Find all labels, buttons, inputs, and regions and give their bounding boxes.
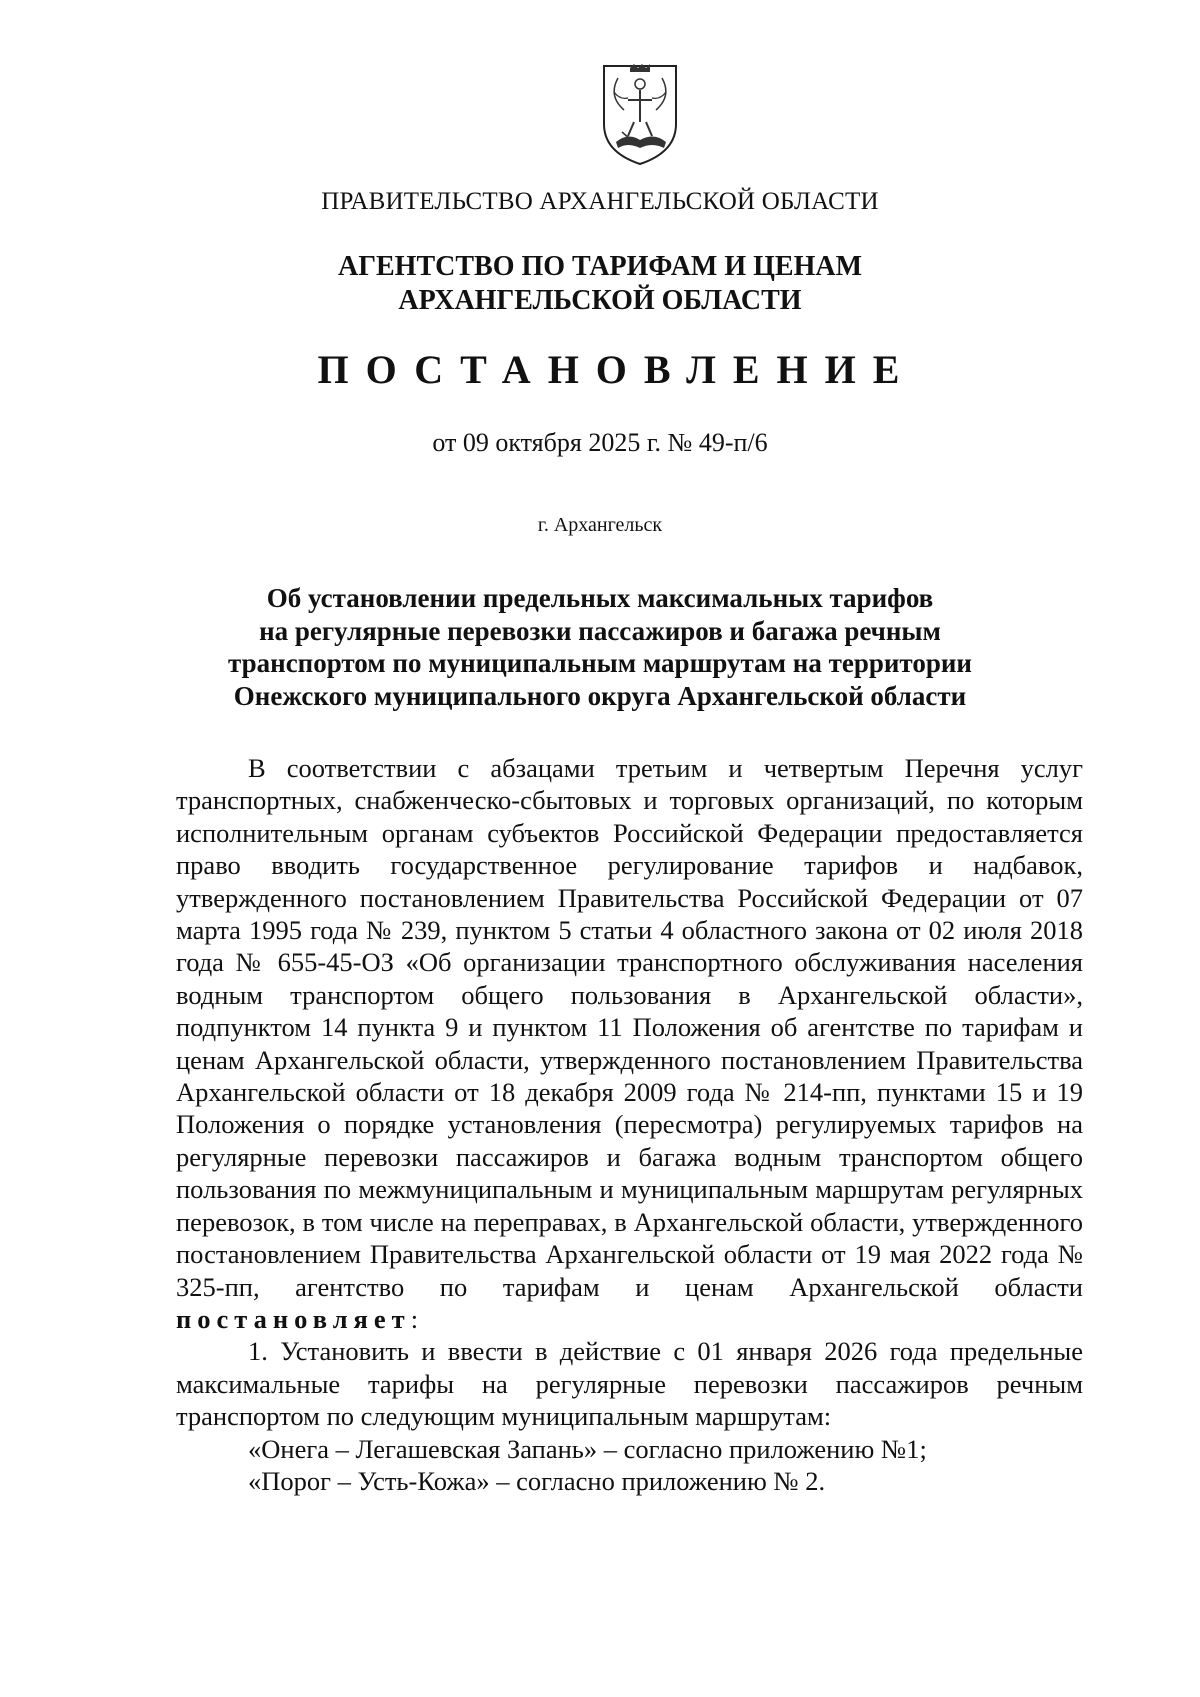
resolves-word: постановляет	[176, 1303, 411, 1334]
decree-subject	[0, 582, 1200, 712]
document-body	[176, 752, 1083, 1497]
subject-line2: на регулярные перевозки пассажиров и багажа речным	[259, 615, 941, 646]
government-name: ПРАВИТЕЛЬСТВО АРХАНГЕЛЬСКОЙ ОБЛАСТИ	[321, 188, 879, 215]
agency-name-line1: АГЕНТСТВО ПО ТАРИФАМ И ЦЕНАМ	[337, 251, 863, 282]
date-number: от 09 октября 2025 г. № 49-п/6	[432, 428, 768, 457]
agency-name	[0, 250, 1200, 318]
subject-line3: транспортом по муниципальным маршрутам на территории	[228, 648, 972, 678]
coat-of-arms-icon	[598, 60, 682, 168]
resolves-colon: :	[410, 1303, 419, 1334]
city: г. Архангельск	[537, 514, 663, 536]
subject-line1: Об установлении предельных максимальных тарифов	[266, 583, 934, 613]
route-2: «Порог – Усть-Кожа» – согласно приложению № 2.	[248, 1465, 826, 1496]
agency-name-line2: АРХАНГЕЛЬСКОЙ ОБЛАСТИ	[398, 285, 802, 316]
route-1: «Онега – Легашевская Запань» – согласно приложению №1;	[248, 1433, 927, 1464]
preamble-paragraph	[176, 752, 1083, 1335]
preamble-text: В соответствии с абзацами третьим и четвертым Перечня услуг транспортных, снабженческо-сбытовых и торговых организаций, по которым исполнительным органам субъектов Российской Федерации предоставляется право вводить государственное регулирование тарифов и надбавок, утвержденного постановлением Правительства Российской Федерации от 07 марта 1995 года № 239, пунктом 5 статьи 4 областного закона от 02 июля 2018 года № 655-45-ОЗ «Об организации транспортного обслуживания населения водным транспортом общего пользования в Архангельской области», подпунктом 14 пункта 9 и пунктом 11 Положения об агентстве по тарифам и ценам Архангельской области, утвержденного постановлением Правительства Архангельской области от 18 декабря 2009 года № 214-пп, пунктами 15 и 19 Положения о порядке установления (пересмотра) регулируемых тарифов на регулярные перевозки пассажиров и багажа водным транспортом общего пользования по межмуниципальным и муниципальным маршрутам регулярных перевозок, в том числе на переправах, в Архангельской области, утвержденного постановлением Правительства Архангельской области от 19 мая 2022 года № 325-пп, агентство по тарифам и ценам Архангельской области	[176, 753, 1083, 1302]
document-type: ПОСТАНОВЛЕНИЕ	[317, 347, 917, 392]
item-1: 1. Установить и ввести в действие с 01 января 2026 года предельные максимальные тарифы на регулярные перевозки пассажиров речным транспортом по следующим муниципальным маршрутам:	[176, 1336, 1083, 1432]
subject-line4: Онежского муниципального округа Архангельской области	[233, 680, 967, 711]
